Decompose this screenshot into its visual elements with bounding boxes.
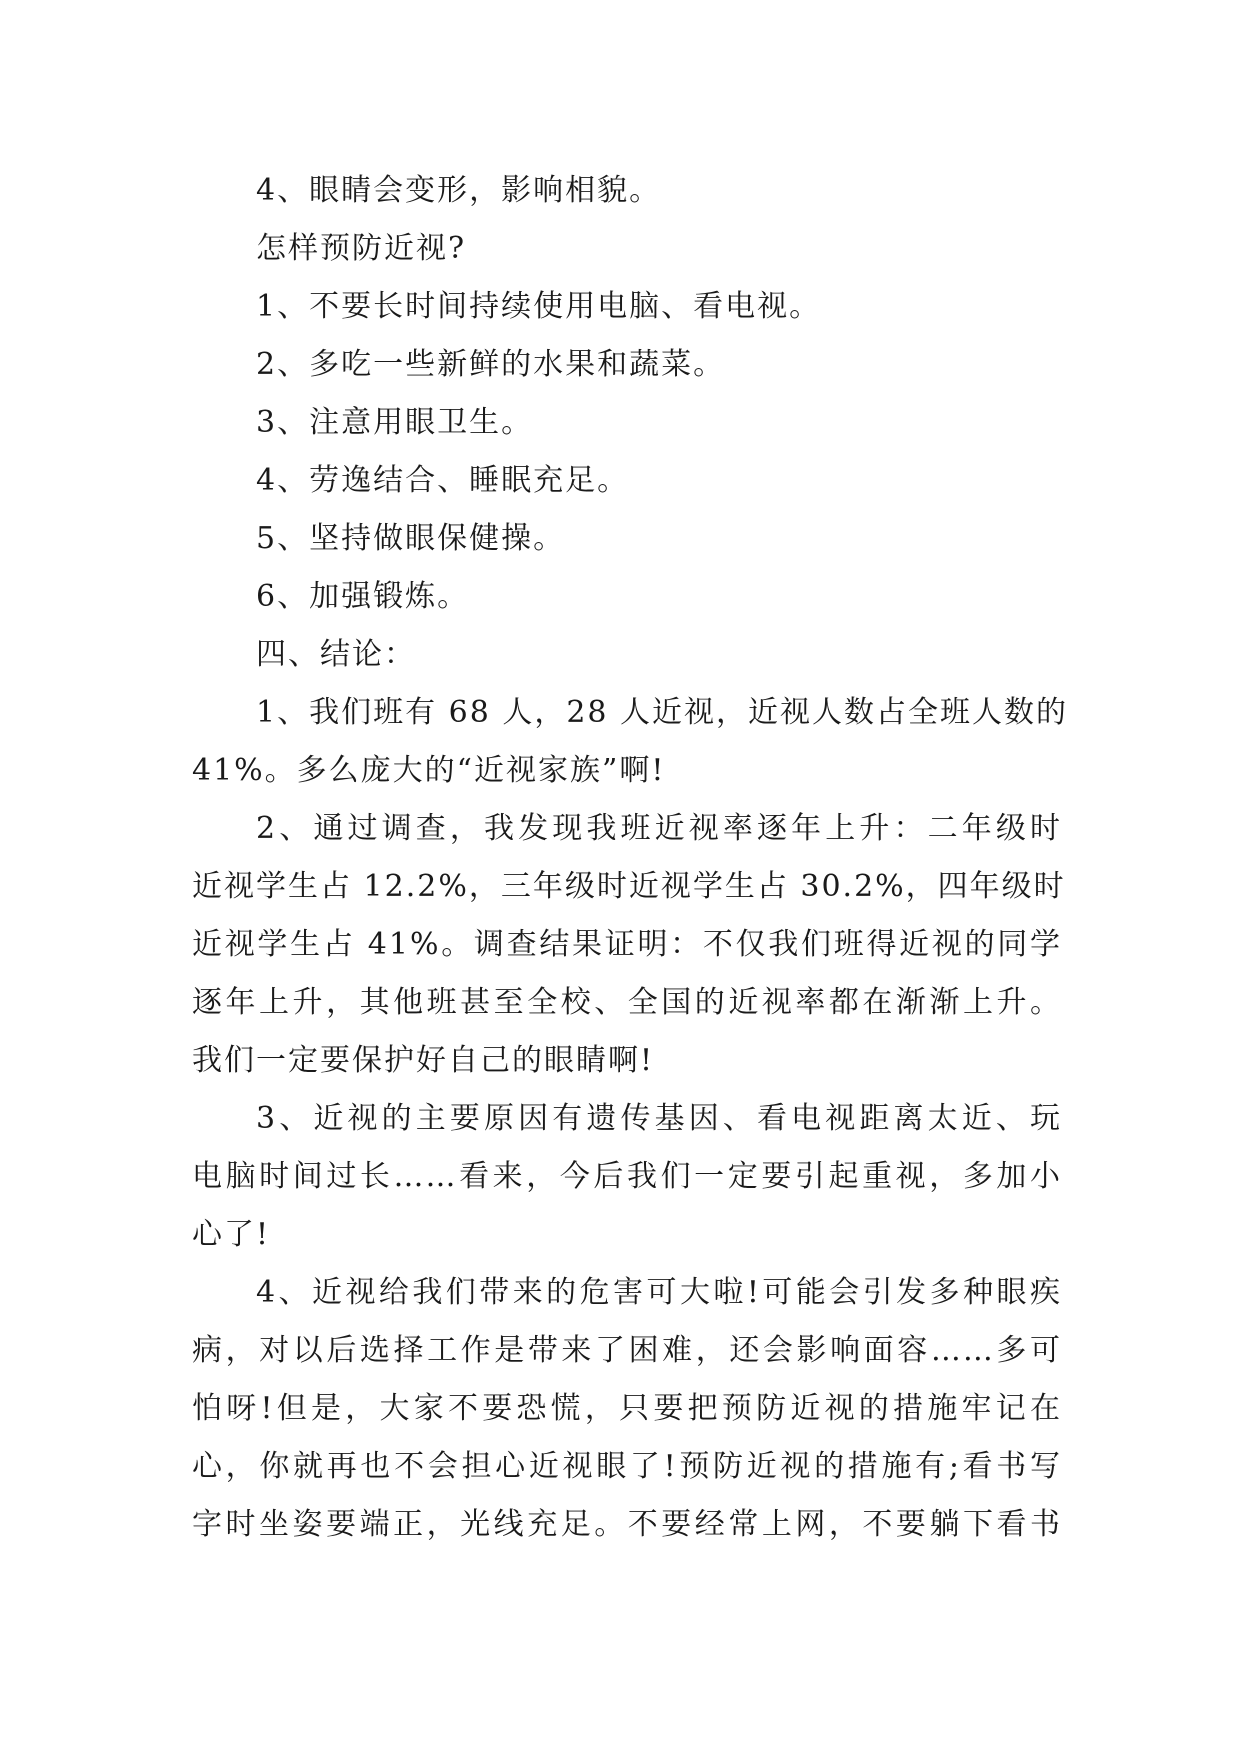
text-line: 4、眼睛会变形，影响相貌。 bbox=[256, 173, 662, 208]
paragraph-line: 字时坐姿要端正，光线充足。不要经常上网，不要躺下看书 bbox=[192, 1507, 1062, 1542]
paragraph-line: 心，你就再也不会担心近视眼了!预防近视的措施有;看书写 bbox=[192, 1449, 1062, 1484]
paragraph-line: 1、我们班有 68 人，28 人近视，近视人数占全班人数的 bbox=[256, 695, 1069, 730]
paragraph-line: 心了! bbox=[192, 1217, 271, 1252]
list-item: 1、不要长时间持续使用电脑、看电视。 bbox=[256, 289, 822, 324]
section-heading: 四、结论： bbox=[256, 637, 416, 672]
document-body bbox=[192, 162, 1069, 1554]
paragraph-line: 近视学生占 12.2%，三年级时近视学生占 30.2%，四年级时 bbox=[192, 869, 1066, 904]
paragraph-line: 怕呀!但是，大家不要恐慌，只要把预防近视的措施牢记在 bbox=[192, 1391, 1062, 1426]
paragraph-line: 3、近视的主要原因有遗传基因、看电视距离太近、玩 bbox=[256, 1101, 1062, 1136]
paragraph-line: 我们一定要保护好自己的眼睛啊! bbox=[192, 1043, 655, 1078]
paragraph-line: 逐年上升，其他班甚至全校、全国的近视率都在渐渐上升。 bbox=[192, 985, 1062, 1020]
list-item: 4、劳逸结合、睡眠充足。 bbox=[256, 463, 630, 498]
list-item: 6、加强锻炼。 bbox=[256, 579, 470, 614]
paragraph-line: 4、近视给我们带来的危害可大啦!可能会引发多种眼疾 bbox=[256, 1275, 1062, 1310]
paragraph-line: 近视学生占 41%。调查结果证明：不仅我们班得近视的同学 bbox=[192, 927, 1062, 962]
paragraph-line: 41%。多么庞大的“近视家族”啊! bbox=[192, 753, 666, 788]
paragraph-line: 电脑时间过长……看来，今后我们一定要引起重视，多加小 bbox=[192, 1159, 1062, 1194]
section-question: 怎样预防近视? bbox=[256, 231, 467, 266]
paragraph-line: 2、通过调查，我发现我班近视率逐年上升：二年级时 bbox=[256, 811, 1062, 846]
paragraph-line: 病，对以后选择工作是带来了困难，还会影响面容……多可 bbox=[192, 1333, 1062, 1368]
list-item: 5、坚持做眼保健操。 bbox=[256, 521, 566, 556]
list-item: 3、注意用眼卫生。 bbox=[256, 405, 534, 440]
list-item: 2、多吃一些新鲜的水果和蔬菜。 bbox=[256, 347, 726, 382]
